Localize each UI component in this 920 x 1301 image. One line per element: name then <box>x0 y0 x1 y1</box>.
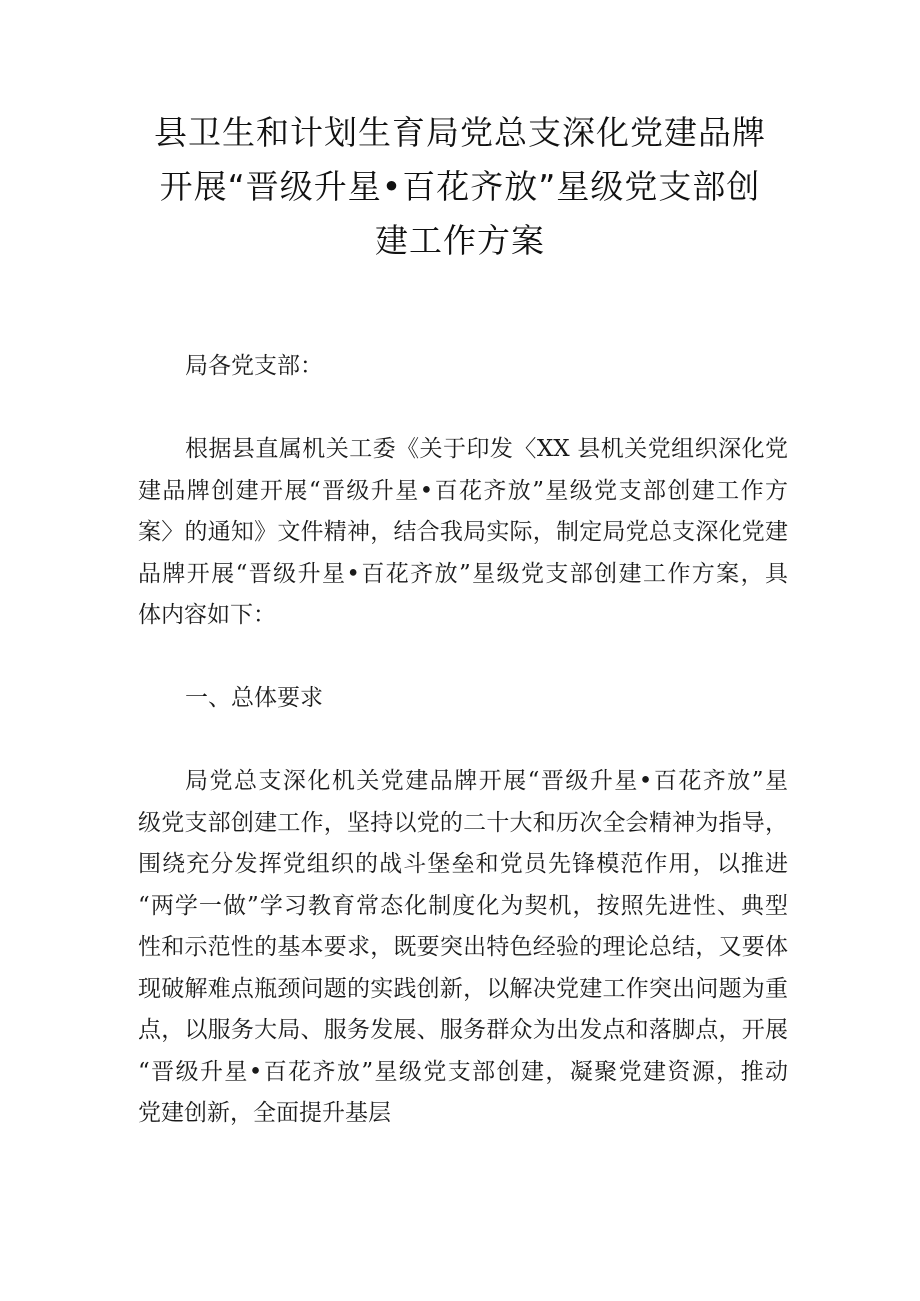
paragraph-line: “两学一做”学习教育常态化制度化为契机，按照先进性、典型 <box>138 892 788 919</box>
paragraph-line: 党建创新，全面提升基层 <box>138 1100 391 1126</box>
paragraph-line: 性和示范性的基本要求，既要突出特色经验的理论总结，又要体 <box>138 934 788 960</box>
paragraph-general-requirements <box>138 761 788 1135</box>
paragraph-line: 局党总支深化机关党建品牌开展“晋级升星•百花齐放”星 <box>185 768 788 794</box>
document-body <box>138 346 788 1135</box>
salutation: 局各党支部： <box>185 353 323 379</box>
title-line-1: 县卫生和计划生育局党总支深化党建品牌 <box>154 113 766 152</box>
paragraph-line: 根据县直属机关工委《关于印发〈XX 县机关党组织深化党 <box>185 436 788 462</box>
paragraph-intro <box>138 429 788 637</box>
title-line-2: 开展“晋级升星•百花齐放”星级党支部创 <box>159 167 761 206</box>
paragraph-line: 案〉的通知》文件精神，结合我局实际，制定局党总支深化党建 <box>138 519 788 545</box>
title-line-3: 建工作方案 <box>375 221 545 260</box>
paragraph-line: 点，以服务大局、服务发展、服务群众为出发点和落脚点，开展 <box>138 1017 788 1043</box>
paragraph-line: 现破解难点瓶颈问题的实践创新，以解决党建工作突出问题为重 <box>138 975 788 1002</box>
paragraph-spacer <box>138 720 788 762</box>
section-heading: 一、总体要求 <box>185 685 323 711</box>
paragraph-line: 体内容如下： <box>138 602 276 628</box>
paragraph-line: 建品牌创建开展“晋级升星•百花齐放”星级党支部创建工作方 <box>138 477 788 504</box>
paragraph-line: “晋级升星•百花齐放”星级党支部创建，凝聚党建资源，推动 <box>138 1058 788 1085</box>
paragraph-spacer <box>138 637 788 679</box>
paragraph-line: 围绕充分发挥党组织的战斗堡垒和党员先锋模范作用，以推进 <box>138 851 788 877</box>
paragraph-line: 品牌开展“晋级升星•百花齐放”星级党支部创建工作方案，具 <box>138 560 788 587</box>
paragraph-spacer <box>138 388 788 430</box>
paragraph-line: 级党支部创建工作，坚持以党的二十大和历次全会精神为指导， <box>138 809 788 836</box>
document-title <box>140 106 780 268</box>
